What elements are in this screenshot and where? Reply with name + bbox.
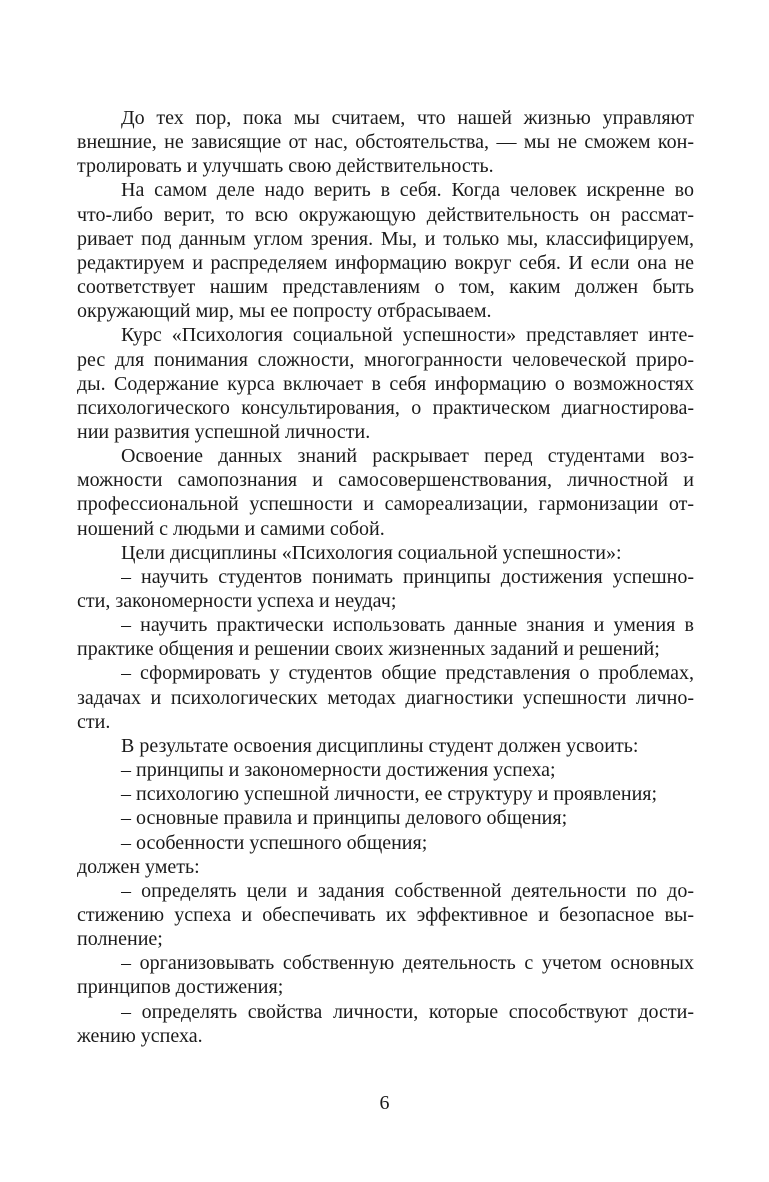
text-line: стижению успеха и обеспечивать их эффективное и безопасное вы- — [77, 903, 694, 926]
text-line: Курс «Психология социальной успешности» представляет инте- — [121, 324, 694, 347]
text-line: сти. — [77, 710, 111, 733]
text-line: – особенности успешного общения; — [121, 831, 428, 854]
text-line: Освоение данных знаний раскрывает перед студентами воз- — [121, 445, 694, 468]
text-line: – основные правила и принципы делового общения; — [121, 807, 568, 830]
text-line: – научить студентов понимать принципы достижения успешно- — [121, 565, 694, 588]
text-line: – определять свойства личности, которые способствуют дости- — [121, 1000, 694, 1023]
text-line: нии развития успешной личности. — [77, 420, 371, 443]
text-line: полнение; — [77, 928, 163, 951]
text-line: В результате освоения дисциплины студент должен усвоить: — [121, 734, 639, 757]
text-line: – принципы и закономерности достижения успеха; — [121, 759, 556, 781]
text-line: окружающий мир, мы ее попросту отбрасываем. — [77, 300, 492, 323]
text-line: ривает под данным углом зрения. Мы, и только мы, классифицируем, — [77, 227, 694, 250]
text-line: – научить практически использовать данные знания и умения в — [121, 614, 694, 637]
text-line: – сформировать у студентов общие представления о проблемах, — [121, 662, 694, 685]
text-line: внешние, не зависящие от нас, обстоятельства, — мы не сможем кон- — [77, 131, 694, 154]
text-line: – организовывать собственную деятельность с учетом основных — [121, 952, 694, 975]
text-line: психологического консультирования, о практическом диагностирова- — [77, 396, 694, 419]
text-line: задачах и психологических методах диагностики успешности лично- — [77, 686, 694, 709]
page-number: 6 — [379, 1092, 390, 1114]
text-line: ды. Содержание курса включает в себя информацию о возможностях — [77, 372, 694, 395]
text-line: соответствует нашим представлениям о том, каким должен быть — [77, 276, 694, 298]
text-line: На самом деле надо верить в себя. Когда человек искренне во — [121, 179, 694, 202]
text-line: редактируем и распределяем информацию вокруг себя. И если она не — [77, 251, 694, 274]
text-line: практике общения и решении своих жизненных заданий и решений; — [77, 638, 660, 661]
text-line: можности самопознания и самосовершенствования, личностной и — [77, 469, 694, 492]
text-line: профессиональной успешности и самореализации, гармонизации от- — [77, 493, 694, 516]
text-line: – определять цели и задания собственной деятельности по до- — [121, 879, 694, 902]
text-line: тролировать и улучшать свою действительность. — [77, 155, 494, 178]
text-line: До тех пор, пока мы считаем, что нашей жизнью управляют — [121, 107, 694, 129]
text-line: – психологию успешной личности, ее структуру и проявления; — [121, 783, 658, 806]
text-line: рес для понимания сложности, многогранности человеческой приро- — [77, 348, 694, 371]
text-line: принципов достижения; — [77, 976, 284, 999]
text-line: Цели дисциплины «Психология социальной успешности»: — [121, 541, 622, 564]
text-line: сти, закономерности успеха и неудач; — [77, 590, 397, 612]
text-line: ношений с людьми и самими собой. — [77, 517, 385, 540]
text-line: жению успеха. — [77, 1024, 203, 1047]
text-line: должен уметь: — [77, 855, 200, 878]
text-line: что-либо верит, то всю окружающую действительность он рассмат- — [77, 203, 694, 226]
